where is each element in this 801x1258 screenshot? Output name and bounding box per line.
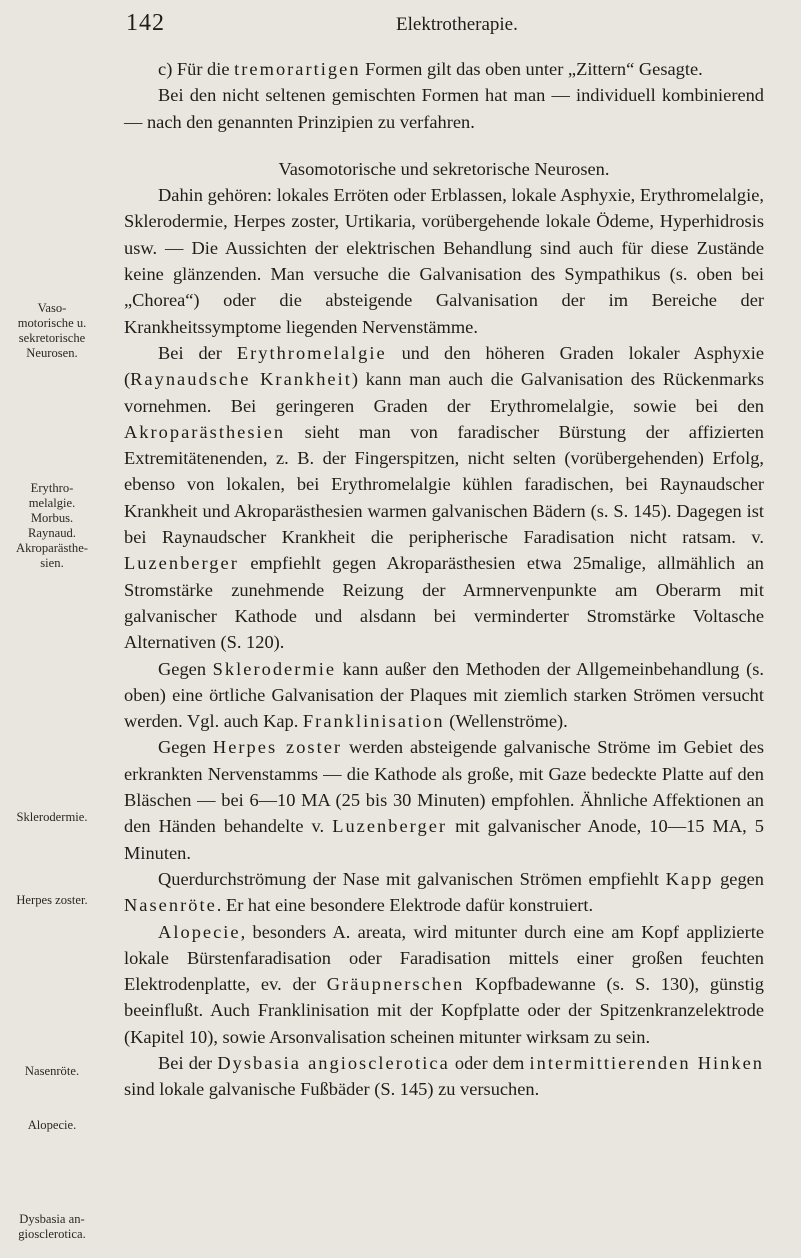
spaced-term: Dysbasia angiosclerotica bbox=[217, 1052, 450, 1073]
running-head: Elektrotherapie. bbox=[396, 14, 518, 35]
paragraph-text: (Wellenströme). bbox=[444, 711, 568, 732]
paragraph-text: c) Für die bbox=[158, 59, 235, 79]
paragraph-text: Kopfbadewanne (s. S. 130), günstig beeinflußt. Auch Franklinisation mit der Kopfplatte oder der Spitzenkranzelektrode (Kapitel 10), sowie Arsonvalisation scheinen mitunter wirksam zu sein. bbox=[124, 974, 765, 1047]
paragraph-text: und den höheren Graden lokaler Asphyxie ( bbox=[124, 342, 764, 390]
spaced-term: Alopecie bbox=[158, 921, 241, 942]
paragraph-alopecie bbox=[124, 919, 764, 1050]
author-name: Gräupnerschen bbox=[326, 974, 465, 995]
author-name: Luzenberger bbox=[124, 553, 239, 574]
paragraph-text: sieht man von faradischer Bürstung der affizierten Extremitätenenden, z. B. der Fingerspitzen, nicht selten (vorübergehenden) Erfolg, ebenso von lokalen, bei Erythromelalgie kühlen faradischen, bei Raynaudscher Krankheit und Akroparästhesien warmen galvanischen Bädern (s. S. 145). Dagegen ist bei Raynaudscher Krankheit die peripherische Faradisation nicht ratsam. v. bbox=[124, 421, 764, 548]
paragraph-text: , besonders A. areata, wird mitunter durch eine am Kopf applizierte lokale Bürstenfaradisation oder Faradisation mittels einer großen feuchten Elektrodenplatte, ev. der bbox=[124, 921, 764, 995]
page-header bbox=[0, 10, 801, 46]
paragraph-text: oder dem bbox=[449, 1052, 530, 1073]
sidenote-nasenroete: Nasenröte. bbox=[24, 1064, 80, 1078]
sidenote-alopecie: Alopecie. bbox=[27, 1118, 77, 1132]
paragraph-text: ) kann man auch die Galvanisation des Rückenmarks vornehmen. Bei geringeren Graden der Erythromelalgie, sowie bei den bbox=[124, 369, 764, 416]
sidenote-vasomotorische-neurosen: Vaso- motorische u. sekretorische Neurosen. bbox=[17, 301, 87, 360]
paragraph-text: empfiehlt gegen Akroparästhesien etwa 25malige, allmählich an Stromstärke zunehmende Reizung der Armnervenpunkte am Oberarm mit galvanischer Kathode und alsdann bei verminderter Stromstärke Voltasche Alternativen (S. 120). bbox=[124, 553, 764, 653]
main-text bbox=[124, 56, 764, 1103]
sidenote-herpes-zoster: Herpes zoster. bbox=[16, 893, 88, 907]
paragraph-dysbasia bbox=[124, 1050, 764, 1103]
spaced-term: Nasenröte bbox=[124, 895, 217, 916]
paragraph-tremor bbox=[124, 56, 764, 82]
sidenote-dysbasia: Dysbasia an- giosclerotica. bbox=[18, 1212, 86, 1241]
paragraph-text: mit galvanischer Anode, 10—15 MA, 5 Minuten. bbox=[124, 816, 764, 863]
paragraph-text: sind lokale galvanische Fußbäder (S. 145) zu versuchen. bbox=[124, 1079, 540, 1100]
paragraph-text: kann außer den Methoden der Allgemeinbehandlung (s. oben) eine örtliche Galvanisation der Plaques mit ziemlich starken Strömen versucht werden. Vgl. auch Kap. bbox=[124, 658, 764, 732]
paragraph-text: Gegen bbox=[158, 658, 213, 679]
paragraph-erythromelalgie bbox=[124, 340, 764, 656]
spaced-term: Akroparästhesien bbox=[124, 421, 286, 442]
spaced-term: Franklinisation bbox=[302, 711, 445, 732]
paragraph-text: Bei der bbox=[158, 1052, 218, 1073]
paragraph-herpes-zoster bbox=[124, 734, 764, 865]
paragraph-gemischte-formen: Bei den nicht seltenen gemischten Formen hat man — individuell kombinierend — nach den genannten Prinzipien zu verfahren. bbox=[124, 85, 764, 132]
author-name: Kapp bbox=[665, 868, 714, 889]
spaced-term: Raynaudsche Krankheit bbox=[130, 369, 352, 390]
sidenote-sklerodermie: Sklerodermie. bbox=[16, 810, 88, 824]
paragraph-text: Formen gilt das oben unter „Zittern“ Gesagte. bbox=[360, 59, 703, 79]
paragraph-text: gegen bbox=[713, 868, 764, 889]
spaced-term: Sklerodermie bbox=[212, 658, 337, 679]
author-name: Luzenberger bbox=[332, 816, 448, 837]
paragraph-dahin-gehoeren: Dahin gehören: lokales Erröten oder Erblassen, lokale Asphyxie, Erythromelalgie, Sklerodermie, Herpes zoster, Urtikaria, vorübergehende lokale Ödeme, Hyperhidrosis usw. — Die Aussichten der elektrischen Behandlung sind auch für diese Zustände keine glänzenden. Man versuche die Galvanisation des Sympathikus (s. oben bei „Chorea“) oder die absteigende Galvanisation der im Bereiche der Krankheitssymptome liegenden Nervenstämme. bbox=[124, 185, 764, 337]
paragraph-sklerodermie bbox=[124, 656, 764, 735]
spaced-term: intermittierenden Hinken bbox=[529, 1052, 764, 1073]
paragraph-nasenroete bbox=[124, 866, 764, 919]
section-title: Vasomotorische und sekretorische Neurosen. bbox=[278, 158, 610, 179]
spaced-term: tremorartigen bbox=[234, 59, 361, 79]
paragraph-text: . Er hat eine besondere Elektrode dafür konstruiert. bbox=[216, 895, 594, 916]
page-number: 142 bbox=[126, 10, 165, 36]
paragraph-text: Gegen bbox=[158, 737, 213, 758]
sidenote-erythromelalgie: Erythro- melalgie. Morbus. Raynaud. Akroparästhe- sien. bbox=[15, 481, 89, 570]
spaced-term: Herpes zoster bbox=[212, 737, 343, 758]
paragraph-text: Bei der bbox=[158, 342, 237, 363]
paragraph-text: werden absteigende galvanische Ströme im Gebiet des erkrankten Nervenstamms — die Kathode als große, mit Gaze bedeckte Platte auf den Bläschen — bei 6—10 MA (25 bis 30 Minuten) empfohlen. Ähnliche Affektionen an den Händen behandelte v. bbox=[124, 737, 764, 837]
paragraph-text: Querdurchströmung der Nase mit galvanischen Strömen empfiehlt bbox=[158, 868, 666, 889]
spaced-term: Erythromelalgie bbox=[236, 342, 387, 363]
